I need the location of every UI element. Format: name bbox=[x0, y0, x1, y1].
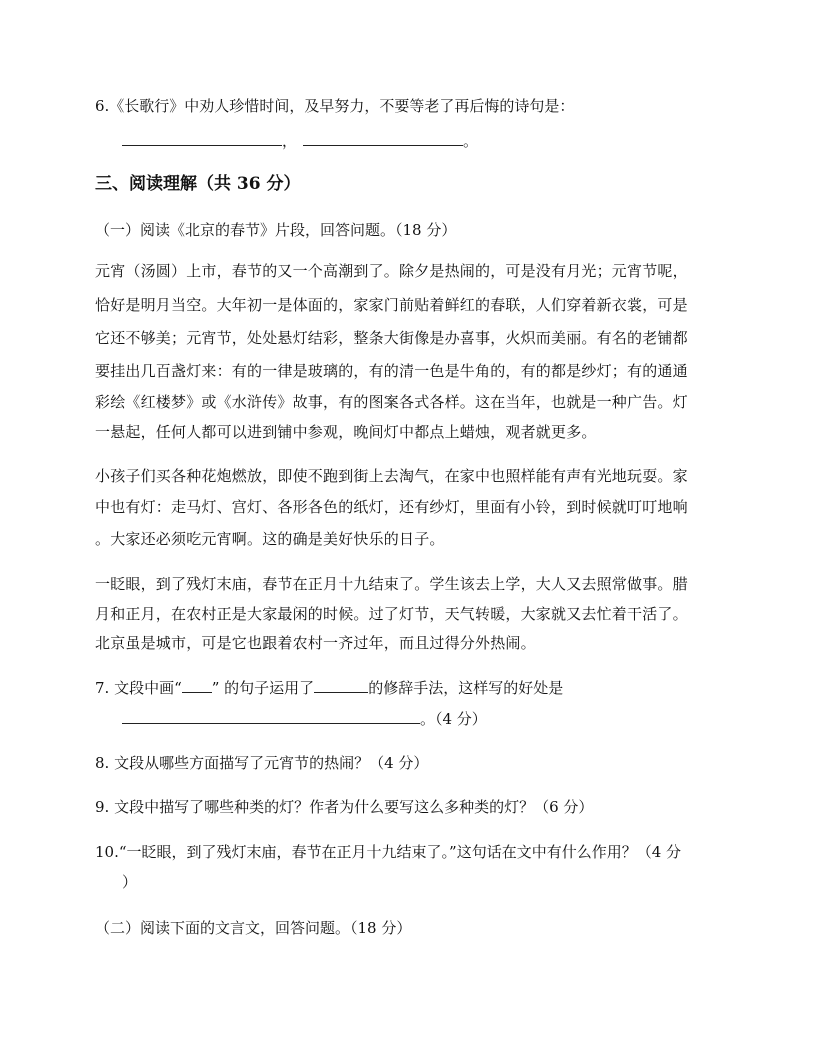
question-8: 8. 文段从哪些方面描写了元宵节的热闹？（4 分） bbox=[95, 754, 429, 772]
question-10-cont: ） bbox=[122, 873, 138, 891]
question-6-answer-line bbox=[122, 131, 478, 151]
passage-line: 一悬起，任何人都可以进到铺中参观，晚间灯中都点上蜡烛，观者就更多。 bbox=[95, 423, 597, 441]
passage-line: 元宵（汤圆）上市，春节的又一个高潮到了。除夕是热闹的，可是没有月光；元宵节呢， bbox=[95, 262, 688, 280]
passage-line: 小孩子们买各种花炮燃放，即使不跑到街上去淘气，在家中也照样能有声有光地玩耍。家 bbox=[95, 467, 688, 485]
passage-line: 北京虽是城市，可是它也跟着农村一齐过年，而且过得分外热闹。 bbox=[95, 634, 536, 652]
comma: ， bbox=[282, 132, 298, 150]
question-7 bbox=[95, 678, 563, 698]
part-1-title: （一）阅读《北京的春节》片段，回答问题。（18 分） bbox=[95, 221, 457, 239]
period: 。 bbox=[463, 132, 479, 150]
question-7-part-a: 7. 文段中画“ bbox=[95, 679, 182, 697]
question-7-part-c: 的修辞手法，这样写的好处是 bbox=[368, 679, 564, 697]
answer-blank-2[interactable] bbox=[303, 131, 463, 146]
answer-blank-benefit[interactable] bbox=[122, 709, 420, 724]
passage-line: 恰好是明月当空。大年初一是体面的，家家门前贴着鲜红的春联，人们穿着新衣裳，可是 bbox=[95, 296, 688, 314]
passage-line: 要挂出几百盏灯来：有的一律是玻璃的，有的清一色是牛角的，有的都是纱灯；有的通通 bbox=[95, 362, 688, 380]
question-9: 9. 文段中描写了哪些种类的灯？作者为什么要写这么多种类的灯？（6 分） bbox=[95, 798, 594, 816]
question-10: 10.“一眨眼，到了残灯末庙，春节在正月十九结束了。”这句话在文中有什么作用？（4 分 bbox=[95, 843, 682, 861]
question-7-part-b: ” 的句子运用了 bbox=[211, 679, 315, 697]
answer-blank-rhetoric[interactable] bbox=[314, 678, 368, 693]
passage-line: 。大家还必须吃元宵啊。这的确是美好快乐的日子。 bbox=[95, 530, 445, 548]
question-6 bbox=[95, 96, 574, 116]
underline-blank[interactable] bbox=[182, 678, 212, 693]
question-7-end: 。（4 分） bbox=[420, 710, 487, 728]
passage-line: 中也有灯：走马灯、宫灯、各形各色的纸灯，还有纱灯，里面有小铃，到时候就叮叮地响 bbox=[95, 498, 688, 516]
passage-line: 月和正月，在农村正是大家最闲的时候。过了灯节，天气转暖，大家就又去忙着干活了。 bbox=[95, 605, 688, 623]
section-3-heading: 三、阅读理解（共 36 分） bbox=[95, 174, 301, 194]
question-7-answer-line bbox=[122, 709, 487, 729]
part-2-title: （二）阅读下面的文言文，回答问题。（18 分） bbox=[95, 919, 412, 937]
passage-line: 一眨眼，到了残灯末庙，春节在正月十九结束了。学生该去上学，大人又去照常做事。腊 bbox=[95, 575, 688, 593]
passage-line: 它还不够美；元宵节，处处悬灯结彩，整条大街像是办喜事，火炽而美丽。有名的老铺都 bbox=[95, 329, 688, 347]
answer-blank-1[interactable] bbox=[122, 131, 282, 146]
passage-line: 彩绘《红楼梦》或《水浒传》故事，有的图案各式各样。这在当年，也就是一种广告。灯 bbox=[95, 393, 688, 411]
question-6-text: 6.《长歌行》中劝人珍惜时间，及早努力，不要等老了再后悔的诗句是： bbox=[95, 97, 575, 115]
